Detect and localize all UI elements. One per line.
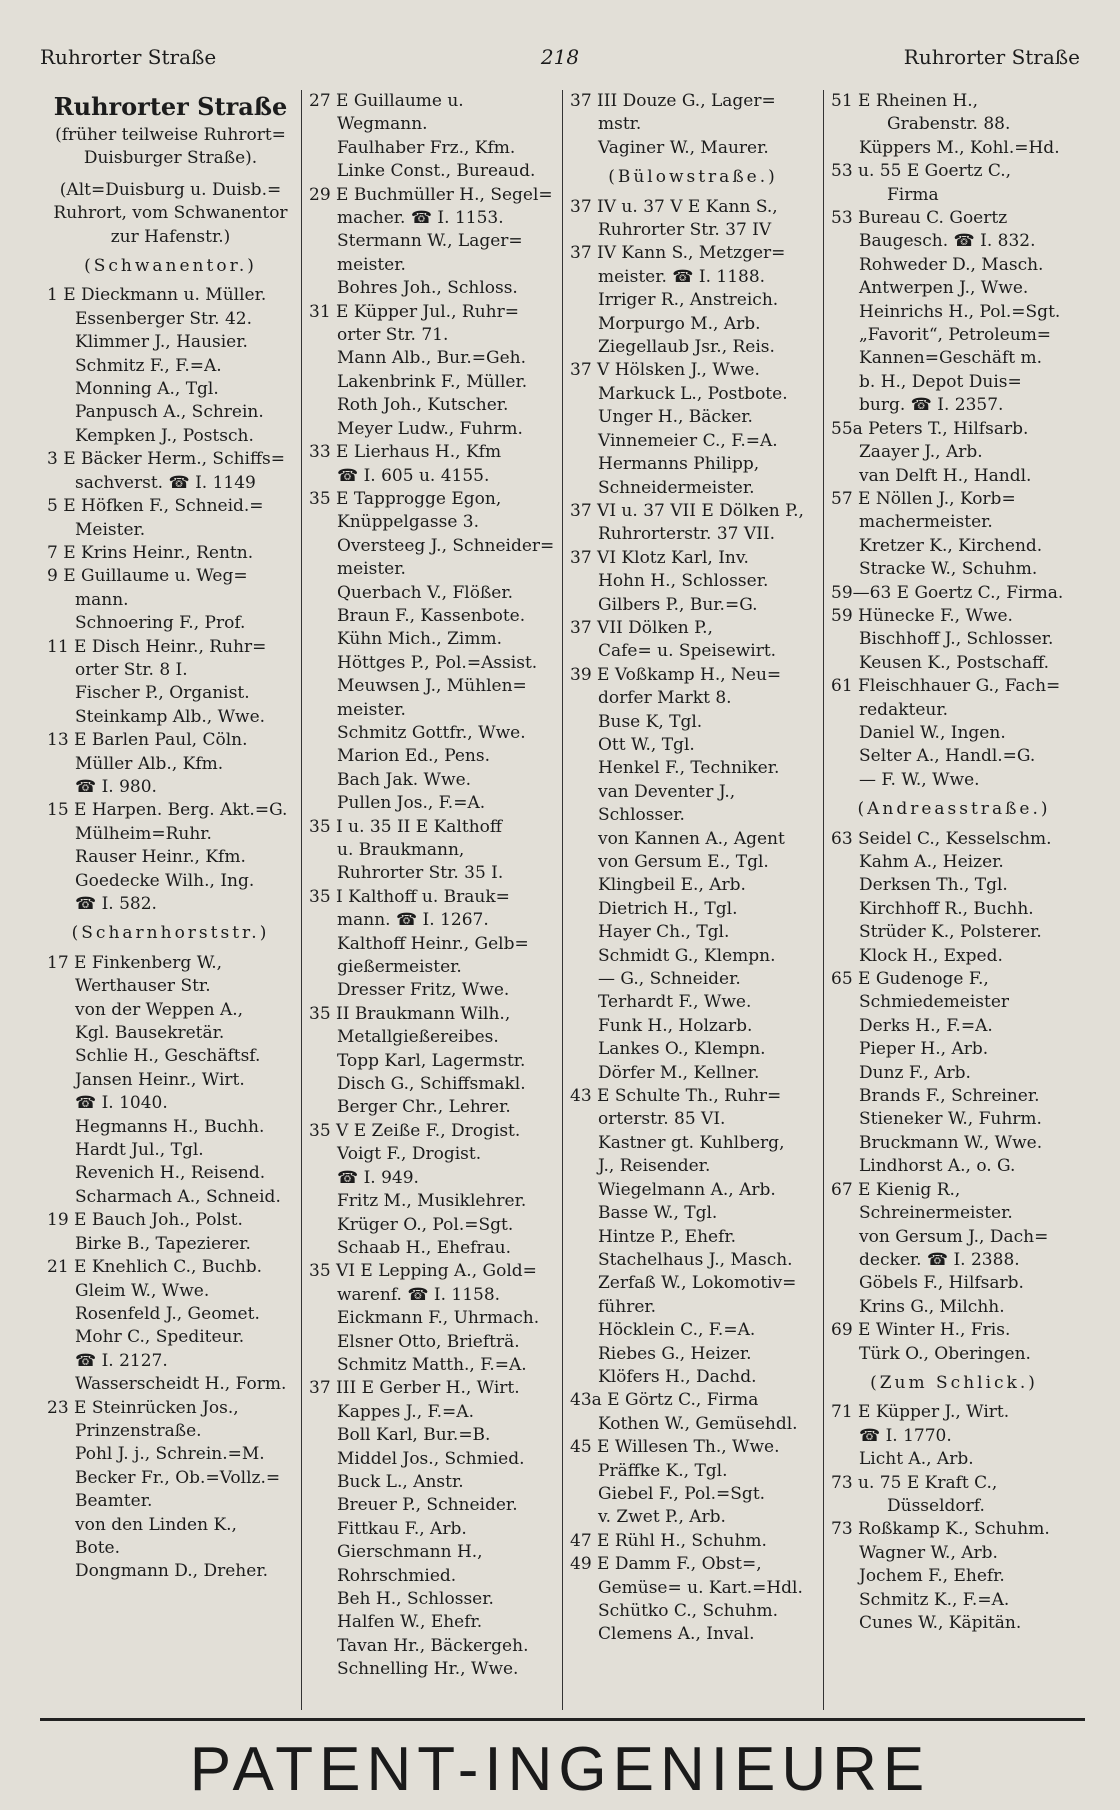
directory-entry: Elsner Otto, Briefträ. — [337, 1331, 520, 1352]
directory-entry: Terhardt F., Wwe. — [598, 992, 752, 1013]
directory-entry: Roth Joh., Kutscher. — [337, 395, 509, 416]
directory-entry: Middel Jos., Schmied. — [337, 1448, 525, 1469]
directory-entry: Dongmann D., Dreher. — [75, 1561, 268, 1582]
directory-entry: 37 VI Klotz Karl, Inv. — [570, 547, 749, 568]
directory-entry: Ruhrorter Str. 35 I. — [337, 863, 504, 884]
directory-entry: Mann Alb., Bur.=Geh. — [337, 348, 526, 369]
directory-entry: Hintze P., Ehefr. — [598, 1226, 737, 1247]
directory-entry: Strüder K., Polsterer. — [859, 922, 1042, 943]
directory-entry: — F. W., Wwe. — [859, 769, 980, 790]
footer-rule — [40, 1718, 1085, 1721]
directory-entry: Scharmach A., Schneid. — [75, 1186, 281, 1207]
directory-entry: Rauser Heinr., Kfm. — [75, 847, 246, 868]
directory-entry: Wagner W., Arb. — [859, 1542, 998, 1563]
directory-entry: Antwerpen J., Wwe. — [859, 278, 1029, 299]
directory-entry: 43 E Schulte Th., Ruhr= — [570, 1086, 782, 1107]
directory-entry: Clemens A., Inval. — [598, 1624, 755, 1645]
directory-entry: Duisburger Straße). — [83, 148, 258, 169]
directory-entry: Dresser Fritz, Wwe. — [337, 980, 510, 1001]
directory-entry: Schmitz F., F.=A. — [75, 355, 222, 376]
directory-entry: 19 E Bauch Joh., Polst. — [47, 1210, 243, 1231]
directory-entry: Klock H., Exped. — [859, 945, 1003, 966]
directory-entry: Keusen K., Postschaff. — [859, 652, 1050, 673]
directory-entry: Müller Alb., Kfm. — [75, 753, 224, 774]
directory-entry: Derksen Th., Tgl. — [859, 875, 1008, 896]
directory-entry: Hegmanns H., Buchh. — [75, 1116, 265, 1137]
directory-entry: Vinnemeier C., F.=A. — [598, 430, 778, 451]
directory-entry: 63 Seidel C., Kesselschm. — [831, 828, 1052, 849]
directory-entry: Göbels F., Hilfsarb. — [859, 1273, 1024, 1294]
directory-entry: van Delft H., Handl. — [859, 465, 1032, 486]
directory-entry: Kahm A., Heizer. — [859, 852, 1004, 872]
directory-entry: Kannen=Geschäft m. — [859, 348, 1043, 369]
directory-entry: von Gersum J., Dach= — [859, 1226, 1049, 1247]
directory-entry: burg. ☎ I. 2357. — [859, 395, 1004, 416]
directory-entry: Basse W., Tgl. — [598, 1203, 718, 1224]
directory-entry: Lankes O., Klempn. — [598, 1039, 766, 1060]
directory-entry: Oversteeg J., Schneider= — [337, 535, 555, 556]
directory-entry: Meister. — [75, 519, 146, 540]
directory-entry: 11 E Disch Heinr., Ruhr= — [47, 636, 267, 657]
directory-entry: Schnoering F., Prof. — [75, 613, 246, 634]
directory-entry: Brands F., Schreiner. — [859, 1086, 1040, 1107]
directory-entry: Monning A., Tgl. — [75, 379, 219, 400]
directory-entry: Eickmann F., Uhrmach. — [337, 1308, 540, 1329]
directory-entry: ☎ I. 2127. — [75, 1350, 168, 1371]
directory-entry: Breuer P., Schneider. — [337, 1495, 518, 1516]
directory-entry: Buck L., Anstr. — [337, 1471, 464, 1492]
directory-entry: gießermeister. — [337, 957, 462, 978]
directory-entry: ☎ I. 1040. — [75, 1093, 168, 1114]
directory-entry: Bach Jak. Wwe. — [337, 769, 472, 790]
directory-entry: Henkel F., Techniker. — [598, 758, 780, 779]
directory-entry: 37 VI u. 37 VII E Dölken P., — [570, 500, 804, 521]
directory-entry: 71 E Küpper J., Wirt. — [831, 1402, 1010, 1423]
directory-entry: Höttges P., Pol.=Assist. — [337, 652, 538, 673]
directory-entry: J., Reisender. — [598, 1156, 711, 1177]
directory-entry: Wiegelmann A., Arb. — [598, 1179, 776, 1200]
directory-entry: Braun F., Kassenbote. — [337, 605, 526, 626]
directory-entry: 15 E Harpen. Berg. Akt.=G. — [47, 800, 288, 821]
directory-entry: Tavan Hr., Bäckergeh. — [337, 1635, 529, 1656]
directory-entry: Hohn H., Schlosser. — [598, 571, 769, 592]
directory-entry: Jochem F., Ehefr. — [859, 1566, 1005, 1587]
directory-entry: Irriger R., Anstreich. — [598, 290, 779, 311]
directory-entry: Schaab H., Ehefrau. — [337, 1237, 512, 1258]
directory-entry: Kappes J., F.=A. — [337, 1401, 474, 1422]
directory-entry: sachverst. ☎ I. 1149 — [75, 472, 256, 493]
directory-entry: Ott W., Tgl. — [598, 734, 695, 755]
directory-entry: Metallgießereibes. — [337, 1027, 499, 1048]
directory-entry: Meuwsen J., Mühlen= — [337, 676, 527, 697]
directory-entry: 57 E Nöllen J., Korb= — [831, 488, 1016, 509]
directory-entry: Topp Karl, Lagermstr. — [337, 1050, 526, 1071]
directory-entry: Rohweder D., Masch. — [859, 254, 1044, 275]
directory-columns — [40, 90, 1085, 1710]
directory-entry: Prinzenstraße. — [75, 1420, 202, 1441]
directory-entry: Kretzer K., Kirchend. — [859, 535, 1043, 556]
directory-entry: Düsseldorf. — [887, 1495, 985, 1516]
directory-entry: 51 E Rheinen H., — [831, 91, 979, 111]
directory-entry: Schmiedemeister — [859, 992, 1010, 1013]
directory-entry: Kothen W., Gemüsehdl. — [598, 1413, 798, 1434]
directory-entry: 59 Hünecke F., Wwe. — [831, 605, 1013, 626]
directory-entry: Ziegellaub Jsr., Reis. — [598, 337, 775, 358]
directory-entry: 47 E Rühl H., Schuhm. — [570, 1530, 767, 1551]
column-3 — [562, 90, 823, 1710]
directory-entry: 37 VII Dölken P., — [570, 617, 713, 638]
directory-entry: Birke B., Tapezierer. — [75, 1233, 251, 1254]
page-number: 218 — [540, 45, 580, 69]
directory-entry: Lindhorst A., o. G. — [859, 1156, 1016, 1177]
page-header — [40, 40, 1080, 74]
directory-entry: Klöfers H., Dachd. — [598, 1366, 757, 1387]
directory-entry: 39 E Voßkamp H., Neu= — [570, 664, 782, 685]
directory-entry: Grabenstr. 88. — [887, 114, 1011, 135]
directory-entry: Stieneker W., Fuhrm. — [859, 1109, 1042, 1130]
directory-entry: Querbach V., Flößer. — [337, 582, 514, 603]
advert-banner: PATENT-INGENIEURE — [189, 1735, 931, 1804]
directory-entry: Bote. — [75, 1537, 121, 1558]
directory-entry: Essenberger Str. 42. — [75, 308, 252, 329]
section-heading: (Zum Schlick.) — [870, 1372, 1038, 1393]
directory-entry: Bischhoff J., Schlosser. — [859, 629, 1054, 650]
directory-entry: redakteur. — [859, 699, 949, 720]
directory-entry: Hardt Jul., Tgl. — [75, 1140, 204, 1161]
directory-entry: Heinrichs H., Pol.=Sgt. — [859, 301, 1061, 322]
column-1 — [40, 90, 301, 1710]
directory-entry: 43a E Görtz C., Firma — [570, 1390, 759, 1411]
directory-entry: Linke Const., Bureaud. — [337, 161, 536, 182]
directory-entry: von den Linden K., — [75, 1514, 237, 1535]
directory-entry: 67 E Kienig R., — [831, 1179, 961, 1200]
directory-entry: Disch G., Schiffsmakl. — [337, 1074, 526, 1095]
directory-entry: meister. — [337, 559, 406, 580]
directory-entry: Gleim W., Wwe. — [75, 1280, 210, 1301]
directory-entry: 29 E Buchmüller H., Segel= — [309, 184, 553, 205]
directory-entry: 65 E Gudenoge F., — [831, 969, 989, 990]
directory-entry: orter Str. 71. — [337, 325, 449, 346]
running-head-left: Ruhrorter Straße — [40, 45, 217, 69]
directory-entry: Gilbers P., Bur.=G. — [598, 594, 758, 615]
directory-entry: 45 E Willesen Th., Wwe. — [570, 1437, 780, 1458]
directory-entry: Voigt F., Drogist. — [337, 1144, 482, 1165]
directory-entry: Baugesch. ☎ I. 832. — [859, 231, 1036, 252]
directory-entry: 37 IV u. 37 V E Kann S., — [570, 196, 778, 217]
directory-entry: Cafe= u. Speisewirt. — [598, 641, 777, 662]
directory-entry: 3 E Bäcker Herm., Schiffs= — [47, 449, 286, 470]
directory-entry: u. Braukmann, — [337, 840, 465, 860]
directory-entry: Schmidt G., Klempn. — [598, 945, 776, 966]
directory-entry: 17 E Finkenberg W., — [47, 952, 223, 973]
directory-entry: Kgl. Bausekretär. — [75, 1023, 225, 1044]
directory-entry: Werthauser Str. — [75, 976, 211, 997]
directory-entry: (Alt=Duisburg u. Duisb.= — [59, 179, 282, 200]
directory-entry: mstr. — [598, 114, 642, 135]
directory-entry: 35 II Braukmann Wilh., — [309, 1003, 511, 1024]
directory-entry: 23 E Steinrücken Jos., — [47, 1397, 239, 1418]
directory-entry: Riebes G., Heizer. — [598, 1343, 752, 1364]
directory-entry: zur Hafenstr.) — [110, 226, 231, 247]
directory-entry: Dörfer M., Kellner. — [598, 1062, 760, 1083]
directory-entry: Wegmann. — [337, 114, 428, 135]
directory-entry: Goedecke Wilh., Ing. — [75, 870, 255, 891]
directory-entry: mann. ☎ I. 1267. — [337, 910, 489, 931]
directory-entry: Krüger O., Pol.=Sgt. — [337, 1214, 514, 1235]
directory-entry: Boll Karl, Bur.=B. — [337, 1425, 491, 1446]
directory-entry: Knüppelgasse 3. — [337, 512, 480, 533]
directory-entry: 61 Fleischhauer G., Fach= — [831, 676, 1061, 697]
directory-entry: 35 V E Zeiße F., Drogist. — [309, 1120, 521, 1141]
directory-entry: ☎ I. 1770. — [859, 1425, 952, 1446]
directory-entry: Krins G., Milchh. — [859, 1296, 1005, 1317]
directory-entry: mann. — [75, 589, 129, 610]
directory-entry: meister. ☎ I. 1188. — [598, 266, 766, 287]
directory-entry: Schmitz Matth., F.=A. — [337, 1354, 527, 1375]
directory-entry: Kühn Mich., Zimm. — [337, 629, 502, 650]
directory-entry: von der Weppen A., — [75, 999, 244, 1020]
directory-entry: ☎ I. 949. — [337, 1167, 419, 1188]
directory-entry: Bruckmann W., Wwe. — [859, 1132, 1043, 1153]
directory-entry: 5 E Höfken F., Schneid.= — [47, 496, 264, 517]
directory-entry: 21 E Knehlich C., Buchb. — [47, 1257, 263, 1278]
directory-entry: Unger H., Bäcker. — [598, 407, 753, 428]
directory-entry: von Kannen A., Agent — [598, 828, 785, 849]
directory-entry: Höcklein C., F.=A. — [598, 1320, 756, 1341]
directory-entry: Gierschmann H., — [337, 1542, 483, 1563]
directory-entry: Dietrich H., Tgl. — [598, 898, 738, 919]
directory-entry: 55a Peters T., Hilfsarb. — [831, 418, 1029, 439]
directory-entry: Beh H., Schlosser. — [337, 1589, 494, 1609]
directory-entry: (früher teilweise Ruhrort= — [55, 125, 286, 145]
directory-entry: Licht A., Arb. — [859, 1449, 974, 1470]
directory-entry: Cunes W., Käpitän. — [859, 1613, 1022, 1633]
directory-entry: 33 E Lierhaus H., Kfm — [309, 442, 502, 463]
directory-entry: Vaginer W., Maurer. — [598, 137, 769, 158]
directory-entry: v. Zwet P., Arb. — [598, 1507, 726, 1528]
directory-entry: Stracke W., Schuhm. — [859, 559, 1038, 580]
directory-entry: Klimmer J., Hausier. — [75, 332, 248, 353]
directory-entry: 1 E Dieckmann u. Müller. — [47, 285, 267, 306]
directory-entry: 73 u. 75 E Kraft C., — [831, 1472, 998, 1493]
directory-entry: 27 E Guillaume u. — [309, 91, 464, 111]
directory-entry: 9 E Guillaume u. Weg= — [47, 566, 248, 587]
directory-entry: decker. ☎ I. 2388. — [859, 1249, 1020, 1270]
directory-entry: warenf. ☎ I. 1158. — [337, 1284, 501, 1305]
directory-entry: Berger Chr., Lehrer. — [337, 1097, 511, 1118]
directory-entry: Panpusch A., Schrein. — [75, 402, 264, 423]
directory-entry: 37 III E Gerber H., Wirt. — [309, 1378, 520, 1399]
directory-entry: Zerfaß W., Lokomotiv= — [598, 1273, 797, 1294]
directory-entry: 31 E Küpper Jul., Ruhr= — [309, 301, 519, 322]
directory-entry: Hermanns Philipp, — [598, 454, 760, 475]
directory-entry: Dunz F., Arb. — [859, 1062, 971, 1083]
directory-entry: von Gersum E., Tgl. — [598, 852, 769, 872]
directory-entry: orter Str. 8 I. — [75, 659, 188, 680]
directory-entry: Funk H., Holzarb. — [598, 1015, 753, 1036]
directory-entry: van Deventer J., — [598, 781, 736, 802]
directory-entry: Pieper H., Arb. — [859, 1039, 989, 1060]
directory-entry: Gemüse= u. Kart.=Hdl. — [598, 1577, 803, 1598]
directory-entry: Rohrschmied. — [337, 1565, 457, 1586]
directory-entry: Daniel W., Ingen. — [859, 722, 1006, 743]
directory-entry: Schmitz K., F.=A. — [859, 1589, 1010, 1610]
directory-entry: Stermann W., Lager= — [337, 231, 523, 252]
directory-entry: 53 u. 55 E Goertz C., — [831, 161, 1012, 182]
directory-entry: Fritz M., Musiklehrer. — [337, 1191, 527, 1212]
directory-entry: machermeister. — [859, 512, 993, 533]
directory-entry: 49 E Damm F., Obst=, — [570, 1554, 762, 1575]
directory-entry: b. H., Depot Duis= — [859, 371, 1022, 392]
directory-entry: Becker Fr., Ob.=Vollz.= — [75, 1467, 281, 1488]
directory-entry: Fittkau F., Arb. — [337, 1518, 467, 1539]
directory-entry: 35 I Kalthoff u. Brauk= — [309, 886, 510, 907]
directory-entry: Revenich H., Reisend. — [75, 1163, 266, 1184]
directory-entry: Pullen Jos., F.=A. — [337, 793, 486, 814]
directory-entry: 37 IV Kann S., Metzger= — [570, 243, 786, 264]
directory-entry: — G., Schneider. — [598, 969, 741, 990]
directory-entry: Firma — [887, 184, 939, 205]
directory-entry: Schmitz Gottfr., Wwe. — [337, 722, 526, 743]
directory-entry: 37 V Hölsken J., Wwe. — [570, 360, 760, 381]
directory-entry: Schütko C., Schuhm. — [598, 1601, 778, 1621]
directory-entry: Kempken J., Postsch. — [75, 425, 254, 446]
directory-entry: Selter A., Handl.=G. — [859, 746, 1036, 767]
directory-entry: ☎ I. 980. — [75, 776, 157, 797]
directory-entry: Pohl J. j., Schrein.=M. — [75, 1444, 265, 1465]
directory-entry: Schlie H., Geschäftsf. — [75, 1046, 261, 1067]
directory-entry: meister. — [337, 699, 406, 720]
directory-entry: Lakenbrink F., Müller. — [337, 371, 528, 392]
directory-entry: 53 Bureau C. Goertz — [831, 208, 1008, 229]
directory-entry: 35 VI E Lepping A., Gold= — [309, 1261, 537, 1282]
directory-entry: 73 Roßkamp K., Schuhm. — [831, 1519, 1050, 1540]
section-heading: (Scharnhorststr.) — [71, 923, 270, 944]
running-head-right: Ruhrorter Straße — [903, 45, 1080, 69]
directory-entry: Fischer P., Organist. — [75, 683, 250, 704]
directory-entry: 69 E Winter H., Fris. — [831, 1320, 1011, 1341]
directory-entry: Hayer Ch., Tgl. — [598, 922, 730, 943]
section-heading: (Schwanentor.) — [84, 256, 257, 277]
directory-entry: 59—63 E Goertz C., Firma. — [831, 582, 1064, 603]
directory-entry: Kastner gt. Kuhlberg, — [598, 1132, 785, 1153]
directory-entry: Kalthoff Heinr., Gelb= — [337, 933, 529, 954]
directory-entry: Bohres Joh., Schloss. — [337, 278, 518, 299]
directory-entry: ☎ I. 582. — [75, 894, 157, 914]
directory-entry: Klingbeil E., Arb. — [598, 875, 746, 896]
directory-entry: Halfen W., Ehefr. — [337, 1612, 483, 1633]
directory-entry: Derks H., F.=A. — [859, 1015, 993, 1036]
section-heading: (Andreasstraße.) — [857, 799, 1051, 820]
directory-entry: Jansen Heinr., Wirt. — [75, 1069, 245, 1090]
directory-entry: macher. ☎ I. 1153. — [337, 208, 504, 229]
directory-entry: Faulhaber Frz., Kfm. — [337, 137, 516, 158]
directory-entry: meister. — [337, 254, 406, 275]
directory-entry: Giebel F., Pol.=Sgt. — [598, 1483, 766, 1504]
directory-entry: 13 E Barlen Paul, Cöln. — [47, 730, 248, 751]
directory-entry: Schneidermeister. — [598, 477, 755, 498]
directory-entry: Präffke K., Tgl. — [598, 1460, 728, 1481]
section-heading: (Bülowstraße.) — [608, 167, 778, 188]
directory-entry: Schnelling Hr., Wwe. — [337, 1659, 519, 1680]
directory-entry: Markuck L., Postbote. — [598, 383, 788, 404]
directory-entry: Morpurgo M., Arb. — [598, 313, 761, 334]
directory-entry: 35 I u. 35 II E Kalthoff — [309, 816, 502, 837]
directory-entry: führer. — [598, 1296, 657, 1317]
directory-entry: dorfer Markt 8. — [598, 688, 732, 709]
column-2 — [301, 90, 562, 1710]
directory-entry: Stachelhaus J., Masch. — [598, 1249, 793, 1270]
directory-entry: Beamter. — [75, 1491, 153, 1512]
directory-entry: 37 III Douze G., Lager= — [570, 91, 776, 111]
directory-entry: Marion Ed., Pens. — [337, 746, 491, 767]
directory-entry: Türk O., Oberingen. — [859, 1343, 1031, 1364]
directory-entry: 7 E Krins Heinr., Rentn. — [47, 542, 254, 563]
directory-entry: Wasserscheidt H., Form. — [75, 1374, 287, 1395]
directory-entry: Mohr C., Spediteur. — [75, 1327, 245, 1348]
directory-entry: Meyer Ludw., Fuhrm. — [337, 418, 523, 439]
directory-entry: Steinkamp Alb., Wwe. — [75, 706, 266, 727]
directory-entry: ☎ I. 605 u. 4155. — [337, 465, 490, 486]
column-4 — [823, 90, 1084, 1710]
directory-entry: Schreinermeister. — [859, 1203, 1013, 1224]
directory-entry: Ruhrorter Str. 37 IV — [598, 220, 772, 241]
directory-entry: Buse K, Tgl. — [598, 711, 703, 732]
directory-entry: Rosenfeld J., Geomet. — [75, 1303, 260, 1324]
directory-entry: Ruhrorterstr. 37 VII. — [598, 524, 775, 545]
directory-entry: Schlosser. — [598, 805, 685, 826]
directory-entry: Mülheim=Ruhr. — [75, 823, 212, 844]
directory-entry: orterstr. 85 VI. — [598, 1109, 726, 1130]
directory-entry: Zaayer J., Arb. — [859, 442, 983, 463]
directory-entry: 35 E Tapprogge Egon, — [309, 488, 502, 509]
directory-entry: Ruhrort, vom Schwanentor — [53, 203, 288, 224]
directory-entry: Küppers M., Kohl.=Hd. — [859, 137, 1060, 158]
directory-entry: Kirchhoff R., Buchh. — [859, 898, 1034, 919]
directory-entry: „Favorit“, Petroleum= — [859, 325, 1052, 346]
street-title: Ruhrorter Straße — [53, 92, 288, 121]
